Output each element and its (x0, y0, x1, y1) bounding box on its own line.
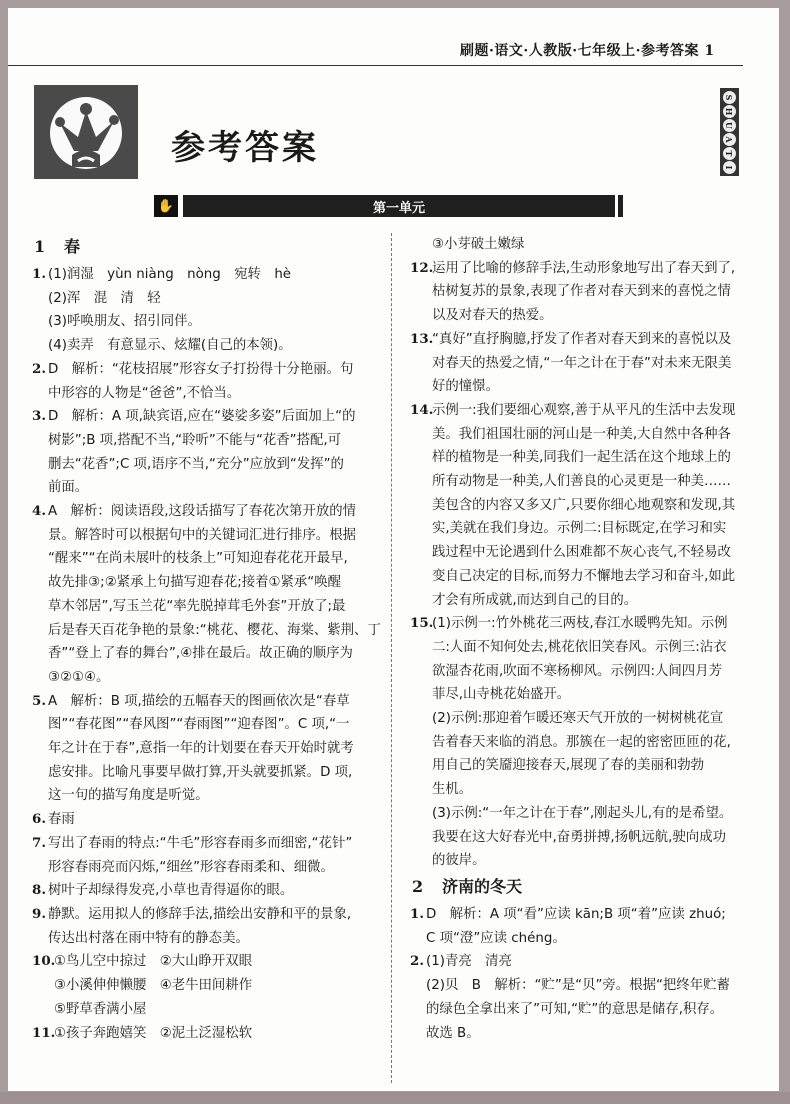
answer-text: ①鸟儿空中掠过 ②大山睁开双眼 (54, 954, 253, 970)
answer-text: 用自己的笑靥迎接春天,展现了春的美丽和勃勃 (432, 758, 705, 774)
answer-line (34, 713, 374, 737)
crown-icon (34, 85, 138, 179)
answer-text: 好的憧憬。 (432, 379, 499, 395)
answer-text: 前面。 (48, 480, 89, 496)
answer-text: (4)卖弄 有意显示、炫耀(自己的本领)。 (48, 338, 292, 354)
answer-text: 形容春雨亮而闪烁,“细丝”形容春雨柔和、细微。 (48, 859, 334, 875)
answer-text: 我要在这大好春光中,奋勇拼搏,扬帆远航,驶向成功 (432, 829, 726, 845)
answer-text: 这一句的描写角度是听觉。 (48, 788, 209, 804)
answer-line (412, 328, 757, 352)
answer-text: 二:人面不知何处去,桃花依旧笑春风。示例三:沾衣 (432, 639, 727, 655)
answer-line (412, 636, 757, 660)
answer-line (412, 612, 757, 636)
section-title: 春 (64, 237, 81, 256)
answer-text: 虑安排。比喻凡事要早做打算,开头就要抓紧。D 项, (48, 764, 353, 780)
answer-line (412, 974, 757, 998)
question-number: 14. (410, 401, 434, 418)
answer-text: 告着春天来临的消息。那簇在一起的密密匝匝的花, (432, 734, 731, 750)
answer-line (34, 808, 374, 832)
answer-text: D 解析：“花枝招展”形容女子打扮得十分艳丽。句 (48, 361, 354, 377)
answer-line (34, 642, 374, 666)
question-number: 6. (32, 811, 46, 828)
answer-text: ③②①④。 (48, 669, 110, 685)
answer-text: 树影”;B 项,搭配不当,“聆听”不能与“花香”搭配,可 (48, 432, 342, 448)
answer-text: (2)浑 混 清 轻 (48, 290, 161, 306)
answer-line (34, 998, 374, 1022)
answer-text: ③小芽破土嫩绿 (432, 237, 525, 252)
answer-line (34, 310, 374, 334)
answer-line (412, 683, 757, 707)
answer-text: (2)贝 B 解析：“贮”是“贝”旁。根据“把终年贮蓄 (426, 978, 730, 994)
right-column (412, 233, 757, 1045)
answer-text: 实,美就在我们身边。示例二:目标既定,在学习和实 (432, 521, 727, 537)
answer-line (34, 358, 374, 382)
question-number: 12. (410, 259, 434, 276)
column-divider (391, 233, 392, 1083)
answer-line (412, 707, 757, 731)
answer-line (34, 263, 374, 287)
answer-text: A 解析：阅读语段,这段话描写了春花次第开放的情 (48, 504, 357, 520)
question-number: 9. (32, 905, 46, 922)
answer-text: 的绿色全拿出来了”可知,“贮”的意思是储存,积存。 (426, 1001, 724, 1017)
answer-line (34, 287, 374, 311)
answer-line (34, 927, 374, 951)
answer-text: 才会有所成就,而达到自己的目的。 (432, 592, 638, 608)
answer-text: 图”“春花图”“春风图”“春雨图”“迎春图”。C 项,“一 (48, 717, 350, 733)
answer-text: 生机。 (432, 782, 473, 798)
answer-line (412, 998, 757, 1022)
answer-line (34, 524, 374, 548)
answer-line (412, 494, 757, 518)
answer-text: 香”“登上了春的舞台”,④排在最后。故正确的顺序为 (48, 646, 353, 662)
answer-line (34, 1022, 374, 1046)
answer-line (412, 826, 757, 850)
answer-text: 删去“花香”;C 项,语序不当,“充分”应放到“发挥”的 (48, 456, 344, 472)
answer-line (412, 517, 757, 541)
answer-text: (1)润湿 yùn niàng nòng 宛转 hè (48, 267, 292, 282)
answer-line (412, 423, 757, 447)
answer-text: 故先排③;②紧承上句描写迎春花;接着①紧承“唤醒 (48, 575, 342, 591)
answer-line (34, 429, 374, 453)
answer-text: D 解析：A 项,缺宾语,应在“婆娑多姿”后面加上“的 (48, 409, 356, 425)
badge-letter: I (723, 161, 736, 174)
side-badge (720, 88, 739, 176)
answer-text: 美包含的内容又多又广,只要你细心地观察和发现,其 (432, 497, 736, 513)
answer-list (412, 903, 757, 1045)
page-bottom-edge (0, 1092, 790, 1104)
answer-list (412, 233, 757, 873)
answer-line (412, 446, 757, 470)
answer-line (34, 856, 374, 880)
answer-text: “真好”直抒胸臆,抒发了作者对春天到来的喜悦以及 (432, 331, 732, 347)
answer-line (412, 257, 757, 281)
badge-letter: T (723, 147, 736, 160)
answer-text: 写出了春雨的特点:“牛毛”形容春雨多而细密,“花针” (48, 835, 353, 851)
answer-line (34, 619, 381, 643)
answer-line (412, 399, 757, 423)
answer-line (34, 595, 374, 619)
answer-line (412, 375, 757, 399)
answer-line (412, 849, 757, 873)
answer-text: ③小溪伸伸懒腰 ④老牛田间耕作 (54, 978, 253, 994)
answer-line (412, 1022, 757, 1046)
answer-line (34, 879, 374, 903)
question-number: 1. (410, 905, 424, 922)
answer-line (412, 304, 757, 328)
unit-banner-end (618, 195, 623, 217)
answer-text: ⑤野草香满小屋 (54, 1001, 147, 1017)
answer-text: 年之计在于春”,意指一年的计划要在春天开始时就考 (48, 741, 354, 757)
answer-line (412, 470, 757, 494)
answer-text: 运用了比喻的修辞手法,生动形象地写出了春天到了, (432, 260, 736, 276)
question-number: 4. (32, 503, 46, 520)
answer-text: 枯树复苏的景象,表现了作者对春天到来的喜悦之情 (432, 284, 731, 300)
answer-text: 以及对春天的热爱。 (432, 308, 553, 324)
question-number: 1. (32, 266, 46, 282)
answer-text: 的彼岸。 (432, 853, 486, 869)
answer-line (412, 754, 757, 778)
answer-line (412, 589, 757, 613)
answer-text: 草木邻居”,写玉兰花“率先脱掉茸毛外套”开放了;最 (48, 598, 346, 614)
badge-letter: U (723, 119, 736, 132)
answer-text: 践过程中无论遇到什么困难都不灰心丧气,不轻易改 (432, 545, 731, 561)
answer-text: (3)呼唤朋友、招引同伴。 (48, 314, 201, 330)
answer-text: 示例一:我们要细心观察,善于从平凡的生活中去发现 (432, 402, 736, 418)
answer-line (34, 453, 374, 477)
answer-line (34, 950, 374, 974)
answer-text: C 项“澄”应读 chéng。 (426, 930, 566, 946)
section-title: 济南的冬天 (442, 876, 523, 896)
answer-page (8, 8, 779, 1091)
answer-text: A 解析：B 项,描绘的五幅春天的图画依次是“春草 (48, 693, 350, 709)
answer-line (412, 903, 757, 927)
answer-text: 美。我们祖国壮丽的河山是一种美,大自然中各种各 (432, 426, 731, 442)
answer-text: “醒来”“在尚未展叶的枝条上”可知迎春花花开最早, (48, 551, 348, 567)
answer-text: 中形容的人物是“爸爸”,不恰当。 (48, 385, 241, 401)
answer-line (412, 233, 757, 257)
answer-line (412, 802, 757, 826)
answer-line (412, 660, 757, 684)
answer-text: 欲湿杏花雨,吹面不寒杨柳风。示例四:人间四月芳 (432, 663, 722, 679)
header-rule (8, 65, 743, 66)
left-column (32, 233, 381, 1045)
section-heading (34, 235, 374, 259)
question-number: 2. (410, 953, 424, 970)
answer-line (34, 761, 374, 785)
answer-text: 变自己决定的目标,而努力不懈地去学习和奋斗,如此 (432, 568, 736, 584)
answer-text: (2)示例:那迎着乍暖还寒天气开放的一树树桃花宣 (432, 711, 724, 727)
badge-letter: A (723, 133, 736, 146)
question-number: 7. (32, 834, 46, 851)
answer-line (34, 974, 374, 998)
answer-text: (1)示例一:竹外桃花三两枝,春江水暖鸭先知。示例 (432, 616, 728, 632)
answer-text: 传达出村落在雨中特有的静态美。 (48, 930, 249, 946)
answer-text: 树叶子却绿得发亮,小草也青得逼你的眼。 (48, 883, 294, 899)
question-number: 8. (32, 882, 46, 899)
answer-line (34, 334, 374, 358)
answer-line (34, 784, 374, 808)
answer-line (34, 500, 374, 524)
answer-text: 所有动物是一种美,人们善良的心灵更是一种美…… (432, 474, 731, 490)
page-title: 参考答案 (171, 128, 319, 168)
section-number: 2 (412, 876, 424, 896)
answer-text: 菲尽,山寺桃花始盛开。 (432, 687, 571, 703)
unit-title: 第一单元 (372, 200, 425, 216)
answer-text: 静默。运用拟人的修辞手法,描绘出安静和平的景象, (48, 906, 352, 922)
question-number: 10. (32, 953, 56, 970)
answer-line (412, 778, 757, 802)
answer-text: D 解析：A 项“看”应读 kān;B 项“着”应读 zhuó; (426, 906, 726, 922)
answer-line (34, 903, 374, 927)
question-number: 2. (32, 360, 46, 377)
answer-line (34, 571, 374, 595)
answer-line (34, 666, 374, 690)
hand-icon: ✋ (154, 195, 178, 217)
answer-line (412, 950, 757, 974)
running-head: 刷题·语文·人教版·七年级上·参考答案 1 (460, 43, 715, 59)
answer-text: 后是春天百花争艳的景象:“桃花、樱花、海棠、紫荆、丁 (48, 622, 381, 638)
section-number: 1 (34, 237, 46, 256)
answer-list (32, 263, 381, 1045)
answer-line (34, 737, 374, 761)
answer-text: (3)示例:“一年之计在于春”,刚起头儿,有的是希望。 (432, 805, 733, 821)
question-number: 15. (410, 615, 434, 632)
unit-banner (183, 195, 615, 217)
question-number: 11. (32, 1024, 56, 1041)
answer-text: 样的植物是一种美,同我们一起生活在这个地球上的 (432, 450, 731, 466)
question-number: 13. (410, 330, 434, 347)
answer-text: 对春天的热爱之情,“一年之计在于春”对未来无限美 (432, 355, 732, 371)
badge-letter: H (723, 105, 736, 118)
answer-text: ①孩子奔跑嬉笑 ②泥土泛湿松软 (54, 1025, 253, 1041)
answer-line (34, 405, 374, 429)
answer-line (34, 690, 374, 714)
question-number: 5. (32, 692, 46, 709)
answer-text: 景。解答时可以根据句中的关键词汇进行排序。根据 (48, 527, 356, 543)
answer-line (412, 541, 757, 565)
answer-text: (1)青亮 清亮 (426, 954, 512, 970)
answer-text: 春雨 (48, 812, 75, 828)
answer-line (412, 352, 757, 376)
answer-line (34, 547, 374, 571)
answer-line (34, 476, 374, 500)
section-heading (412, 875, 757, 899)
question-number: 3. (32, 408, 46, 425)
answer-line (412, 731, 757, 755)
answer-text: 故选 B。 (426, 1025, 480, 1041)
answer-line (412, 280, 757, 304)
badge-letter: S (723, 91, 736, 104)
answer-line (34, 382, 374, 406)
answer-line (412, 927, 757, 951)
answer-line (412, 565, 757, 589)
answer-line (34, 832, 374, 856)
